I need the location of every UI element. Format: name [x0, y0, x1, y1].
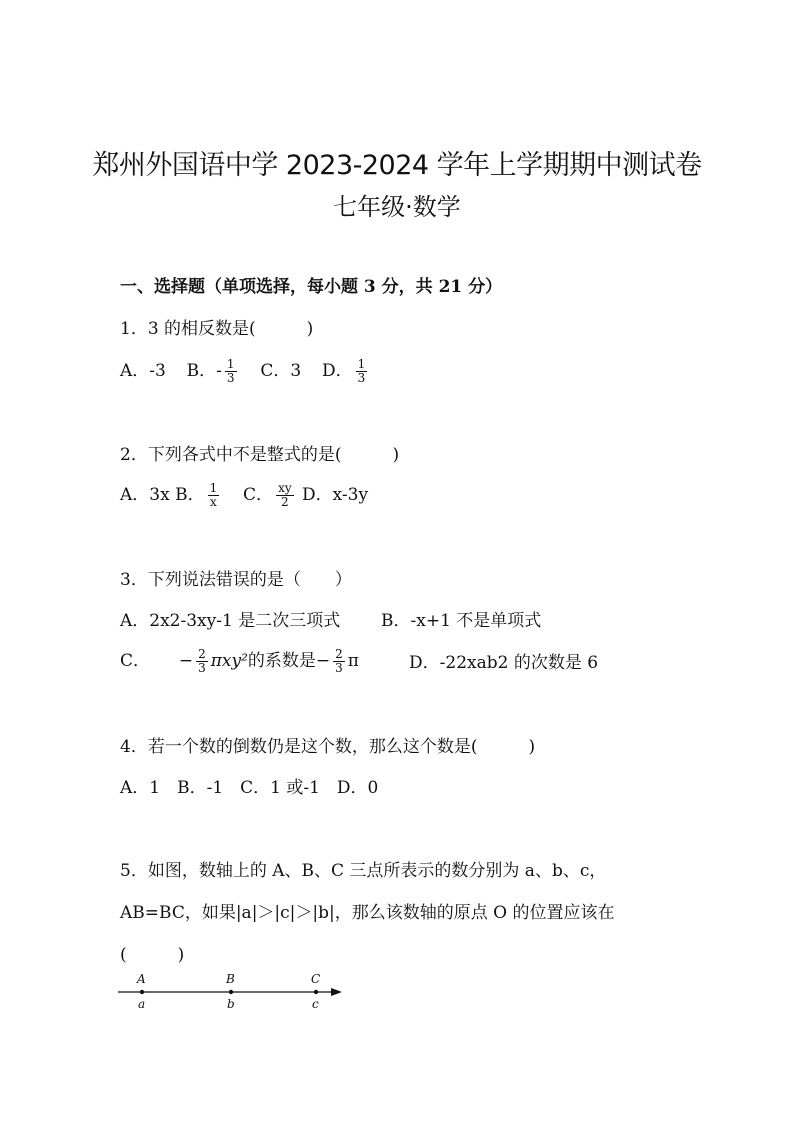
q2-option-a: A．3x — [120, 485, 170, 505]
q3-option-c-mid: 的系数是 — [247, 651, 316, 671]
q5-stem-line2: AB=BC，如果|a|＞|c|＞|b|，那么该数轴的原点 O 的位置应该在 — [120, 903, 615, 923]
q3-option-c-prefix: C． — [120, 651, 151, 671]
q1-option-d-fraction: $\frac{1}{3}$ — [357, 357, 366, 385]
point-a-label: A — [137, 972, 146, 986]
q5-stem-line3: ( ) — [120, 945, 185, 965]
q5-stem-line1: 5．如图，数轴上的 A、B、C 三点所表示的数分别为 a、b、c， — [120, 861, 607, 881]
point-c-label: C — [311, 972, 321, 986]
q4-options: A．1 B．-1 C．1 或-1 D．0 — [120, 778, 379, 798]
q3-option-c-variable: πxy² — [210, 651, 248, 671]
exam-subtitle: 七年级·数学 — [333, 193, 461, 221]
q2-stem: 2．下列各式中不是整式的是( ) — [120, 445, 400, 465]
q2-option-b-fraction: $\frac{1}{x}$ — [209, 481, 218, 509]
q1-option-b-prefix: B．- — [186, 361, 222, 381]
value-a-label: a — [138, 997, 146, 1011]
q3-option-a: A．2x2-3xy-1 是二次三项式 — [120, 611, 341, 631]
q3-option-c — [120, 646, 359, 675]
q1-option-a: A．-3 — [120, 361, 166, 381]
q2-option-c-prefix: C． — [243, 485, 274, 505]
value-b-label: b — [227, 997, 235, 1011]
q3-option-c-sign: − — [178, 651, 194, 671]
q1-option-b-fraction: $\frac{1}{3}$ — [226, 357, 235, 385]
number-line-figure — [116, 968, 356, 1014]
q3-option-c-sign2: − — [315, 651, 331, 671]
q3-option-b: B．-x+1 不是单项式 — [381, 611, 542, 631]
point-b-label: B — [226, 972, 235, 986]
q1-stem: 1．3 的相反数是( ) — [120, 319, 314, 339]
point-a-dot — [140, 990, 144, 994]
section-heading: 一、选择题（单项选择，每小题 3 分，共 21 分） — [120, 277, 503, 297]
point-b-dot — [229, 990, 233, 994]
q3-stem: 3．下列说法错误的是（ ） — [120, 570, 352, 590]
q2-option-b-prefix: B． — [175, 485, 205, 505]
q1-option-c: C．3 — [260, 361, 302, 381]
q2-options — [120, 480, 368, 509]
value-c-label: c — [312, 997, 319, 1011]
q2-option-d: D．x-3y — [302, 485, 369, 505]
point-c-dot — [314, 990, 318, 994]
q1-options — [120, 356, 370, 385]
q3-option-d: D．-22xab2 的次数是 6 — [409, 653, 599, 673]
q3-option-c-fraction2: $\frac{2}{3}$ — [335, 647, 343, 675]
q2-option-c-fraction: $\frac{xy}{2}$ — [278, 481, 292, 509]
q3-option-c-pi: π — [347, 651, 359, 671]
exam-title: 郑州外国语中学 2023-2024 学年上学期期中测试卷 — [92, 150, 702, 181]
number-line-arrow-icon — [331, 988, 342, 996]
q3-option-c-fraction: $\frac{2}{3}$ — [198, 647, 206, 675]
q4-stem: 4．若一个数的倒数仍是这个数，那么这个数是( ) — [120, 737, 536, 757]
q1-option-d-prefix: D． — [322, 361, 353, 381]
